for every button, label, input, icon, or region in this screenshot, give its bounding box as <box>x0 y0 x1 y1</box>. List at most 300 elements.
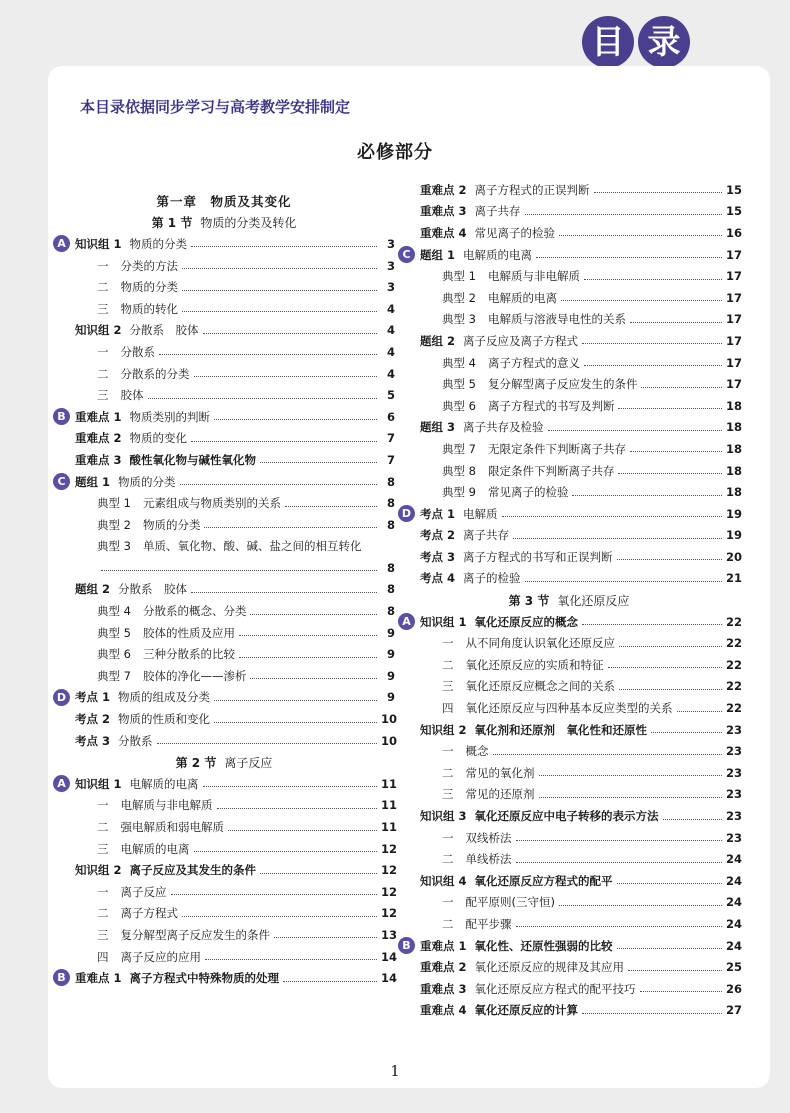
toc-entry-tag: 题组 2 <box>75 582 111 597</box>
toc-entry-text: 离子的检验 <box>463 571 521 586</box>
toc-entry-text: 离子反应及离子方程式 <box>463 333 579 348</box>
dot-leader <box>285 506 377 507</box>
toc-entry-text: 氧化还原反应方程式的配平 <box>474 873 613 888</box>
dot-leader <box>561 300 722 301</box>
dot-leader <box>559 235 722 236</box>
page-ref: 8 <box>386 582 395 597</box>
toc-entry-text: 物质的变化 <box>129 431 188 446</box>
dot-leader <box>525 214 722 215</box>
dot-leader <box>148 398 378 399</box>
page-ref: 25 <box>726 960 743 975</box>
toc-entry-label <box>53 646 235 662</box>
toc-entry-tag: 重难点 4 <box>420 1003 467 1018</box>
dot-leader <box>191 592 377 593</box>
dot-leader <box>194 851 378 852</box>
toc-entry-text: 三种分散系的比较 <box>142 647 235 662</box>
toc-entry-label <box>398 765 535 781</box>
toc-entry-tag: 三 <box>442 787 454 802</box>
page-ref: 24 <box>726 938 743 953</box>
dot-leader <box>584 279 722 280</box>
page-ref: 3 <box>386 258 395 273</box>
toc-entry[interactable] <box>53 449 395 471</box>
toc-entry-text: 离子共存 <box>463 528 510 543</box>
dot-leader <box>283 981 377 982</box>
toc-entry[interactable] <box>398 784 743 806</box>
toc-entry-label <box>53 344 155 360</box>
toc-entry-label <box>398 225 555 241</box>
toc-entry-text: 限定条件下判断离子共存 <box>487 463 615 478</box>
page-ref: 12 <box>381 841 398 856</box>
toc-entry[interactable] <box>398 287 743 309</box>
toc-entry[interactable] <box>398 525 743 547</box>
dot-leader <box>516 926 723 927</box>
page-ref: 19 <box>726 528 743 543</box>
toc-entry[interactable] <box>53 384 395 406</box>
toc-entry[interactable] <box>398 676 743 698</box>
toc-entry[interactable] <box>53 406 395 428</box>
page-ref: 10 <box>381 733 398 748</box>
toc-entry[interactable] <box>398 697 743 719</box>
toc-entry-text: 电解质的电离 <box>129 776 199 791</box>
toc-entry-text: 电解质 <box>463 506 498 521</box>
toc-entry-label <box>53 517 200 533</box>
toc-entry-label <box>398 570 521 586</box>
toc-entry-text: 单线桥法 <box>465 852 512 867</box>
toc-entry-label <box>53 322 199 338</box>
toc-entry-text: 电解质与溶液导电性的关系 <box>487 312 626 327</box>
toc-entry[interactable] <box>398 309 743 331</box>
toc-entry-tag: 一 <box>97 884 109 899</box>
part-title: 必修部分 <box>357 142 433 163</box>
toc-entry-label <box>398 355 580 371</box>
toc-entry[interactable] <box>398 395 743 417</box>
toc-entry[interactable] <box>398 740 743 762</box>
section-number: 第 2 节 <box>175 755 217 770</box>
toc-entry[interactable] <box>53 341 395 363</box>
toc-entry-tag: 考点 3 <box>420 549 456 564</box>
toc-entry-tag: 三 <box>97 388 109 403</box>
toc-entry[interactable] <box>398 719 743 741</box>
page-ref: 26 <box>726 981 743 996</box>
toc-entry-tag: 知识组 2 <box>75 323 122 338</box>
toc-entry-text: 常见离子的检验 <box>487 485 569 500</box>
toc-entry-label <box>398 981 636 997</box>
dot-leader <box>608 667 723 668</box>
page-ref: 22 <box>726 657 743 672</box>
toc-entry[interactable] <box>398 805 743 827</box>
section-title: 物质的分类及转化 <box>200 215 297 230</box>
toc-entry[interactable] <box>53 428 395 450</box>
dot-leader <box>513 538 722 539</box>
dot-leader <box>539 797 723 798</box>
toc-entry-text: 元素组成与物质类别的关系 <box>142 496 281 511</box>
toc-entry[interactable] <box>53 687 395 709</box>
toc-entry-text: 氧化还原反应的概念 <box>474 614 579 629</box>
toc-entry-label <box>53 819 224 835</box>
toc-entry-text: 物质的性质和变化 <box>118 712 211 727</box>
toc-entry-label <box>53 797 213 813</box>
toc-entry-tag: 重难点 2 <box>420 182 467 197</box>
toc-entry-label <box>53 538 361 554</box>
toc-entry-label <box>398 635 615 651</box>
toc-entry-text: 配平原则(三守恒) <box>465 895 555 910</box>
toc-entry[interactable] <box>398 913 743 935</box>
toc-entry-label <box>53 236 187 252</box>
level-badge-icon: B <box>53 969 70 986</box>
toc-entry-label <box>53 884 167 900</box>
page-ref: 4 <box>386 323 395 338</box>
toc-entry[interactable] <box>398 460 743 482</box>
page-ref: 4 <box>386 344 395 359</box>
toc-entry-tag: 知识组 1 <box>75 776 122 791</box>
toc-entry[interactable] <box>53 579 395 601</box>
toc-entry[interactable] <box>398 935 743 957</box>
dot-leader <box>619 689 722 690</box>
toc-entry[interactable] <box>53 946 398 968</box>
toc-entry[interactable] <box>53 255 395 277</box>
toc-entry-text: 胶体的性质及应用 <box>142 625 235 640</box>
dot-leader <box>214 722 377 723</box>
toc-entry-label <box>53 581 187 597</box>
toc-entry[interactable] <box>398 503 743 525</box>
toc-entry-label <box>398 333 578 349</box>
toc-entry-tag: 重难点 2 <box>420 960 467 975</box>
page-ref: 4 <box>386 301 395 316</box>
toc-entry-label <box>53 689 210 705</box>
page-ref: 18 <box>726 398 743 413</box>
toc-entry[interactable] <box>53 730 398 752</box>
toc-entry-tag: 典型 3 <box>97 539 131 554</box>
toc-entry-tag: 典型 6 <box>97 647 131 662</box>
toc-entry[interactable] <box>398 438 743 460</box>
dot-leader <box>182 290 377 291</box>
toc-entry-text: 常见的还原剂 <box>465 787 535 802</box>
toc-entry[interactable] <box>398 654 743 676</box>
page-ref: 17 <box>726 269 743 284</box>
toc-entry-tag: 三 <box>97 927 109 942</box>
toc-entry-label <box>53 733 153 749</box>
page-ref: 19 <box>726 506 743 521</box>
toc-entry-label <box>398 527 509 543</box>
dot-leader <box>101 570 377 571</box>
toc-entry-label <box>53 452 256 468</box>
dot-leader <box>640 991 722 992</box>
toc-entry-text: 离子方程式 <box>120 906 178 921</box>
toc-entry[interactable] <box>398 373 743 395</box>
toc-entry-label <box>398 203 521 219</box>
toc-entry-label <box>53 927 270 943</box>
toc-left-column <box>53 190 398 989</box>
toc-entry[interactable] <box>398 481 743 503</box>
toc-entry-label <box>398 678 615 694</box>
dot-leader <box>618 408 722 409</box>
page-ref: 9 <box>386 668 395 683</box>
toc-entry-text: 胶体 <box>120 388 144 403</box>
dot-leader <box>630 322 722 323</box>
toc-entry[interactable] <box>398 827 743 849</box>
toc-entry-text: 分散系 <box>118 733 153 748</box>
toc-entry[interactable] <box>53 967 398 989</box>
dot-leader <box>548 430 722 431</box>
toc-entry-text: 离子反应的应用 <box>120 949 201 964</box>
toc-entry-label <box>53 862 256 878</box>
toc-entry-tag: 二 <box>97 906 109 921</box>
toc-entry-tag: 重难点 1 <box>420 938 467 953</box>
toc-entry-label <box>53 841 190 857</box>
toc-entry-tag: 考点 1 <box>75 690 111 705</box>
page-ref: 13 <box>381 927 398 942</box>
page-ref: 3 <box>386 236 395 251</box>
dot-leader <box>214 700 377 701</box>
toc-entry-label <box>398 916 512 932</box>
dot-leader <box>617 559 722 560</box>
toc-entry-label <box>398 786 535 802</box>
toc-entry[interactable] <box>398 201 743 223</box>
dot-leader <box>594 192 722 193</box>
page-ref: 17 <box>726 247 743 262</box>
toc-entry-tag: 题组 1 <box>420 247 456 262</box>
dot-leader <box>582 1013 722 1014</box>
dot-leader <box>539 775 723 776</box>
toc-entry-label <box>398 376 637 392</box>
toc-entry[interactable] <box>398 330 743 352</box>
dot-leader <box>493 754 723 755</box>
toc-entry-tag: 知识组 1 <box>420 614 467 629</box>
toc-entry-tag: 一 <box>97 258 109 273</box>
toc-entry[interactable] <box>53 233 395 255</box>
toc-entry-tag: 典型 1 <box>442 269 476 284</box>
toc-entry-text: 离子方程式的书写和正误判断 <box>463 549 613 564</box>
dot-leader <box>214 419 377 420</box>
toc-entry-label <box>53 495 281 511</box>
section-number: 第 1 节 <box>151 215 193 230</box>
dot-leader <box>159 354 377 355</box>
toc-entry[interactable] <box>53 773 398 795</box>
page-ref: 11 <box>381 820 398 835</box>
toc-entry[interactable] <box>398 956 743 978</box>
toc-entry[interactable] <box>53 600 395 622</box>
toc-entry-tag: 重难点 3 <box>420 981 467 996</box>
dot-leader <box>584 365 722 366</box>
dot-leader <box>630 451 722 452</box>
dot-leader <box>194 376 378 377</box>
page-ref: 23 <box>726 722 743 737</box>
toc-entry-tag: 一 <box>442 744 454 759</box>
toc-entry-label <box>53 776 199 792</box>
toc-entry[interactable] <box>53 298 395 320</box>
dot-leader <box>572 495 722 496</box>
toc-entry-tag: 二 <box>442 765 454 780</box>
page-ref: 24 <box>726 895 743 910</box>
toc-entry-text: 常见的氧化剂 <box>465 765 535 780</box>
page-ref: 12 <box>381 906 398 921</box>
toc-entry-tag: 考点 2 <box>420 528 456 543</box>
toc-entry-tag: 典型 3 <box>442 312 476 327</box>
toc-entry[interactable] <box>398 632 743 654</box>
toc-entry-tag: 一 <box>442 636 454 651</box>
toc-entry-label <box>398 311 626 327</box>
chapter-heading <box>53 190 395 212</box>
page-ref: 23 <box>726 765 743 780</box>
toc-entry-text: 无限定条件下判断离子共存 <box>487 441 626 456</box>
toc-entry-tag: 重难点 1 <box>75 971 122 986</box>
toc-entry[interactable] <box>53 903 398 925</box>
toc-entry-tag: 题组 1 <box>75 474 111 489</box>
toc-entry-label <box>53 711 210 727</box>
page-ref: 17 <box>726 290 743 305</box>
toc-entry-label <box>398 657 604 673</box>
toc-entry[interactable] <box>398 611 743 633</box>
toc-entry-text: 双线桥法 <box>465 830 512 845</box>
toc-entry-text: 电解质的电离 <box>463 247 533 262</box>
page-ref: 12 <box>381 884 398 899</box>
toc-entry-text: 氧化还原反应中电子转移的表示方法 <box>474 809 659 824</box>
toc-entry[interactable] <box>53 838 398 860</box>
toc-entry-label <box>53 625 235 641</box>
dot-leader <box>663 819 722 820</box>
toc-entry-label <box>53 603 246 619</box>
page-ref: 23 <box>726 787 743 802</box>
page-ref: 22 <box>726 614 743 629</box>
title-char-2: 录 <box>638 16 690 68</box>
dot-leader <box>618 473 722 474</box>
toc-entry[interactable] <box>53 536 395 558</box>
toc-entry-label <box>398 700 673 716</box>
page-ref: 6 <box>386 409 395 424</box>
toc-entry[interactable] <box>398 848 743 870</box>
toc-entry-tag: 典型 4 <box>97 604 131 619</box>
toc-entry[interactable] <box>53 708 398 730</box>
toc-entry-tag: 典型 5 <box>97 625 131 640</box>
toc-entry[interactable] <box>398 870 743 892</box>
level-badge-icon: D <box>53 689 70 706</box>
toc-entry-tag: 典型 1 <box>97 496 131 511</box>
toc-entry[interactable] <box>398 1000 743 1022</box>
page-ref: 8 <box>386 604 395 619</box>
level-badge-icon: D <box>398 505 415 522</box>
toc-entry-tag: 考点 3 <box>75 733 111 748</box>
toc-entry-label <box>398 247 532 263</box>
page-ref: 18 <box>726 441 743 456</box>
toc-entry-label <box>398 484 568 500</box>
toc-entry-text: 配平步骤 <box>465 916 512 931</box>
toc-entry-tag: 二 <box>97 366 109 381</box>
page-ref: 14 <box>381 971 398 986</box>
toc-entry[interactable] <box>53 859 398 881</box>
toc-entry-text: 离子方程式中特殊物质的处理 <box>129 971 280 986</box>
toc-entry-tag: 典型 6 <box>442 398 476 413</box>
toc-entry[interactable] <box>53 881 398 903</box>
toc-entry[interactable] <box>53 557 395 579</box>
dot-leader <box>239 635 377 636</box>
toc-entry-tag: 一 <box>442 830 454 845</box>
toc-entry[interactable] <box>398 265 743 287</box>
toc-entry-tag: 四 <box>442 701 454 716</box>
toc-entry-label <box>398 463 614 479</box>
toc-entry[interactable] <box>398 244 743 266</box>
toc-entry-tag: 一 <box>97 344 109 359</box>
toc-entry-text: 从不同角度认识氧化还原反应 <box>465 636 615 651</box>
toc-entry[interactable] <box>53 492 395 514</box>
toc-entry[interactable] <box>398 417 743 439</box>
section-number: 第 3 节 <box>508 593 550 608</box>
toc-entry[interactable] <box>53 320 395 342</box>
toc-entry[interactable] <box>53 816 398 838</box>
page-ref: 12 <box>381 863 398 878</box>
toc-entry[interactable] <box>398 762 743 784</box>
page-ref: 8 <box>386 474 395 489</box>
toc-entry[interactable] <box>398 892 743 914</box>
page-ref: 8 <box>386 496 395 511</box>
page-ref: 23 <box>726 809 743 824</box>
page-ref: 16 <box>726 225 743 240</box>
toc-entry-text: 复分解型离子反应发生的条件 <box>120 927 270 942</box>
page-ref: 17 <box>726 377 743 392</box>
page-ref: 7 <box>386 431 395 446</box>
toc-entry[interactable] <box>53 622 395 644</box>
toc-entry-label <box>398 851 512 867</box>
toc-entry-tag: 考点 1 <box>420 506 456 521</box>
toc-entry-tag: 典型 2 <box>442 290 476 305</box>
toc-entry-text: 离子反应 <box>120 884 167 899</box>
toc-entry-text: 氧化还原反应概念之间的关系 <box>465 679 615 694</box>
toc-entry[interactable] <box>53 363 395 385</box>
toc-entry-text: 分散系 胶体 <box>129 323 199 338</box>
toc-entry-tag: 二 <box>442 916 454 931</box>
toc-entry[interactable] <box>398 179 743 201</box>
level-badge-icon: B <box>53 408 70 425</box>
toc-entry-text: 分类的方法 <box>120 258 178 273</box>
toc-entry[interactable] <box>398 352 743 374</box>
page-ref: 8 <box>386 517 395 532</box>
page-ref: 22 <box>726 701 743 716</box>
toc-entry[interactable] <box>53 795 398 817</box>
toc-entry[interactable] <box>53 924 398 946</box>
toc-entry-text: 复分解型离子反应发生的条件 <box>487 377 638 392</box>
dot-leader <box>677 711 723 712</box>
toc-entry[interactable] <box>398 546 743 568</box>
toc-entry[interactable] <box>53 643 395 665</box>
toc-entry-text: 电解质的电离 <box>120 841 190 856</box>
toc-entry-text: 分散系的概念、分类 <box>142 604 247 619</box>
page-ref: 11 <box>381 798 398 813</box>
toc-entry-tag: 重难点 1 <box>75 409 122 424</box>
toc-entry[interactable] <box>398 222 743 244</box>
section-title: 氧化还原反应 <box>557 593 630 608</box>
toc-entry-tag: 重难点 4 <box>420 225 467 240</box>
toc-entry-text: 离子方程式的书写及判断 <box>487 398 615 413</box>
page-ref: 9 <box>386 690 395 705</box>
toc-entry-label <box>398 441 626 457</box>
toc-entry[interactable] <box>398 568 743 590</box>
toc-entry[interactable] <box>53 665 395 687</box>
dot-leader <box>203 786 377 787</box>
toc-entry-label <box>398 959 624 975</box>
toc-entry-text: 单质、氧化物、酸、碱、盐之间的相互转化 <box>142 539 362 554</box>
toc-entry-label <box>53 409 210 425</box>
toc-entry[interactable] <box>53 276 395 298</box>
toc-entry[interactable] <box>53 471 395 493</box>
toc-entry[interactable] <box>398 978 743 1000</box>
toc-entry-tag: 知识组 1 <box>75 236 122 251</box>
toc-entry-label <box>398 743 489 759</box>
toc-entry-label <box>398 938 613 954</box>
page-ref: 15 <box>726 182 743 197</box>
dot-leader <box>250 614 377 615</box>
toc-entry-tag: 重难点 3 <box>75 452 122 467</box>
toc-entry[interactable] <box>53 514 395 536</box>
dot-leader <box>180 484 377 485</box>
